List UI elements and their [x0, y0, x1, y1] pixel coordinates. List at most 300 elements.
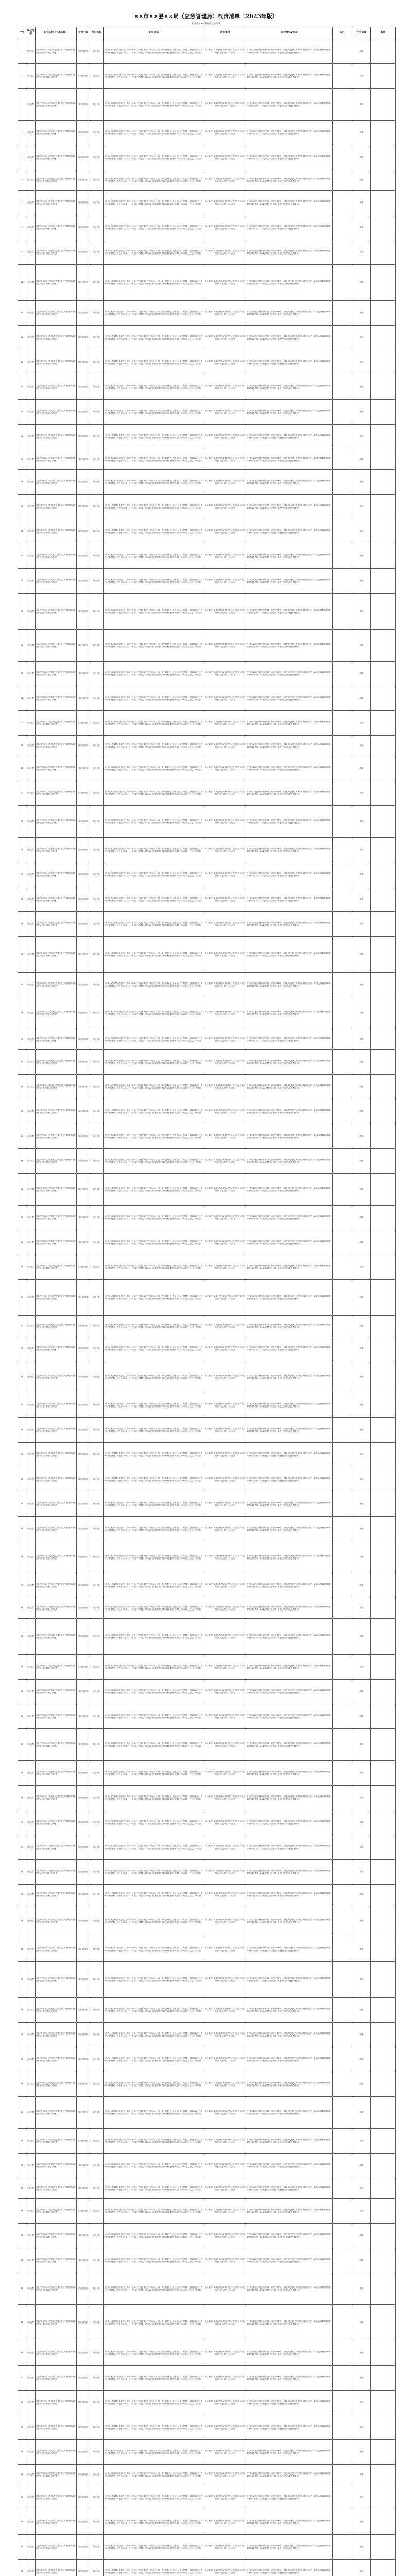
- cell-authority-type: 行政处罚: [26, 1937, 36, 1962]
- cell-accountability: 因不履行或不正确履行行政职责，有下列情形的，行政机关及相关工作人员应承担相应责任：1.没有法律和事实依据实施行政处罚的；2.行政处罚显失公正的；3.违反法定的行政处罚程序的。: [246, 2485, 333, 2510]
- cell-note: [333, 145, 352, 170]
- cell-office: 执法大队: [90, 1573, 104, 1598]
- cell-item-name: 对生产经营单位未按照规定设置安全生产管理机构或者配备安全生产管理人员的处罚: [36, 686, 77, 711]
- cell-basis: 《中华人民共和国安全生产法》第九十七条：生产经营单位有下列行为之一的，责令限期改正，处十万元以下的罚款；逾期未改正的，责令停产停业整顿，并处十万元以上二十万元以下的罚款，对其直接负责的主管人员和其他直接责任人员处二万元以上五万元以下的罚款。: [104, 2341, 204, 2366]
- cell-item-name: 对生产经营单位未按照规定设置安全生产管理机构或者配备安全生产管理人员的处罚: [36, 569, 77, 594]
- cell-duty: 1.立案责任 2.调查责任 3.审查责任 4.告知责任 5.决定责任 6.送达责任 7.执行责任: [204, 2047, 246, 2072]
- cell-accountability: 因不履行或不正确履行行政职责，有下列情形的，行政机关及相关工作人员应承担相应责任：1.没有法律和事实依据实施行政处罚的；2.行政处罚显失公正的；3.违反法定的行政处罚程序的。: [246, 1418, 333, 1443]
- cell-note: [333, 1655, 352, 1680]
- table-row: [18, 2248, 396, 2273]
- cell-other: [371, 495, 396, 519]
- cell-duty: 1.立案责任 2.调查责任 3.审查责任 4.告知责任 5.决定责任 6.送达责任 7.执行责任: [204, 756, 246, 781]
- cell-duty: 1.立案责任 2.调查责任 3.审查责任 4.告知责任 5.决定责任 6.送达责任 7.执行责任: [204, 686, 246, 711]
- cell-level: 县级: [352, 1467, 371, 1492]
- cell-subject: 县应急管理局: [77, 2341, 90, 2366]
- cell-duty: 1.立案责任 2.调查责任 3.审查责任 4.告知责任 5.决定责任 6.送达责任 7.执行责任: [204, 1206, 246, 1230]
- cell-level: 县级: [352, 1255, 371, 1280]
- cell-seq: 88: [18, 2305, 26, 2341]
- cell-basis: 《中华人民共和国安全生产法》第九十七条：生产经营单位有下列行为之一的，责令限期改正，处十万元以下的罚款；逾期未改正的，责令停产停业整顿，并处十万元以上二十万元以下的罚款，对其直接负责的主管人员和其他直接责任人员处二万元以上五万元以下的罚款。: [104, 1230, 204, 1255]
- cell-duty: 1.立案责任 2.调查责任 3.审查责任 4.告知责任 5.决定责任 6.送达责任 7.执行责任: [204, 2510, 246, 2535]
- cell-other: [371, 594, 396, 630]
- cell-accountability: 因不履行或不正确履行行政职责，有下列情形的，行政机关及相关工作人员应承担相应责任：1.没有法律和事实依据实施行政处罚的；2.行政处罚显失公正的；3.违反法定的行政处罚程序的。: [246, 569, 333, 594]
- cell-basis: 《中华人民共和国安全生产法》第九十七条：生产经营单位有下列行为之一的，责令限期改正，处十万元以下的罚款；逾期未改正的，责令停产停业整顿，并处十万元以上二十万元以下的罚款，对其直接负责的主管人员和其他直接责任人员处二万元以上五万元以下的罚款。: [104, 1962, 204, 1998]
- cell-item-name: 对生产经营单位未按照规定设置安全生产管理机构或者配备安全生产管理人员的处罚: [36, 400, 77, 425]
- cell-item-name: 对生产经营单位未按照规定设置安全生产管理机构或者配备安全生产管理人员的处罚: [36, 1517, 77, 1541]
- cell-level: 县级: [352, 1029, 371, 1050]
- cell-level: 县级: [352, 781, 371, 806]
- table-row: [18, 997, 396, 1029]
- cell-authority-type: 行政处罚: [26, 1492, 36, 1517]
- cell-basis: 《中华人民共和国安全生产法》第九十七条：生产经营单位有下列行为之一的，责令限期改正，处十万元以下的罚款；逾期未改正的，责令停产停业整顿，并处十万元以上二十万元以下的罚款，对其直接负责的主管人员和其他直接责任人员处二万元以上五万元以下的罚款。: [104, 756, 204, 781]
- cell-office: 执法大队: [90, 1835, 104, 1860]
- cell-basis: 《中华人民共和国安全生产法》第九十七条：生产经营单位有下列行为之一的，责令限期改正，处十万元以下的罚款；逾期未改正的，责令停产停业整顿，并处十万元以上二十万元以下的罚款，对其直接负责的主管人员和其他直接责任人员处二万元以上五万元以下的罚款。: [104, 1810, 204, 1835]
- cell-other: [371, 2415, 396, 2440]
- table-row: [18, 686, 396, 711]
- cell-subject: 县应急管理局: [77, 2248, 90, 2273]
- cell-basis: 《中华人民共和国安全生产法》第九十七条：生产经营单位有下列行为之一的，责令限期改正，处十万元以下的罚款；逾期未改正的，责令停产停业整顿，并处十万元以上二十万元以下的罚款，对其直接负责的主管人员和其他直接责任人员处二万元以上五万元以下的罚款。: [104, 711, 204, 736]
- cell-subject: 县应急管理局: [77, 887, 90, 912]
- cell-level: 县级: [352, 2510, 371, 2535]
- cell-level: 县级: [352, 1050, 371, 1075]
- cell-seq: 62: [18, 1619, 26, 1655]
- cell-duty: 1.立案责任 2.调查责任 3.审查责任 4.告知责任 5.决定责任 6.送达责任 7.执行责任: [204, 240, 246, 265]
- table-row: [18, 1075, 396, 1099]
- cell-office: 执法大队: [90, 519, 104, 544]
- cell-basis: 《中华人民共和国安全生产法》第九十七条：生产经营单位有下列行为之一的，责令限期改正，处十万元以下的罚款；逾期未改正的，责令停产停业整顿，并处十万元以上二十万元以下的罚款，对其直接负责的主管人员和其他直接责任人员处二万元以上五万元以下的罚款。: [104, 375, 204, 400]
- cell-level: 县级: [352, 1280, 371, 1316]
- cell-duty: 1.立案责任 2.调查责任 3.审查责任 4.告知责任 5.决定责任 6.送达责任 7.执行责任: [204, 2097, 246, 2129]
- cell-seq: 58: [18, 1517, 26, 1541]
- cell-item-name: 对生产经营单位未按照规定设置安全生产管理机构或者配备安全生产管理人员的处罚: [36, 1029, 77, 1050]
- cell-seq: 91: [18, 2391, 26, 2415]
- cell-accountability: 因不履行或不正确履行行政职责，有下列情形的，行政机关及相关工作人员应承担相应责任：1.没有法律和事实依据实施行政处罚的；2.行政处罚显失公正的；3.违反法定的行政处罚程序的。: [246, 2129, 333, 2154]
- table-row: [18, 2154, 396, 2178]
- cell-other: [371, 1230, 396, 1255]
- cell-item-name: 对生产经营单位未按照规定设置安全生产管理机构或者配备安全生产管理人员的处罚: [36, 145, 77, 170]
- table-row: [18, 569, 396, 594]
- cell-office: 执法大队: [90, 2047, 104, 2072]
- cell-subject: 县应急管理局: [77, 1099, 90, 1124]
- cell-office: 执法大队: [90, 1885, 104, 1905]
- cell-duty: 1.立案责任 2.调查责任 3.审查责任 4.告知责任 5.决定责任 6.送达责任 7.执行责任: [204, 2154, 246, 2178]
- table-row: [18, 1517, 396, 1541]
- cell-note: [333, 1573, 352, 1598]
- cell-seq: 36: [18, 937, 26, 973]
- cell-accountability: 因不履行或不正确履行行政职责，有下列情形的，行政机关及相关工作人员应承担相应责任：1.没有法律和事实依据实施行政处罚的；2.行政处罚显失公正的；3.违反法定的行政处罚程序的。: [246, 1619, 333, 1655]
- cell-seq: 30: [18, 781, 26, 806]
- cell-other: [371, 1573, 396, 1598]
- cell-seq: 80: [18, 2097, 26, 2129]
- cell-authority-type: 行政处罚: [26, 1230, 36, 1255]
- cell-subject: 县应急管理局: [77, 519, 90, 544]
- cell-subject: 县应急管理局: [77, 2097, 90, 2129]
- cell-basis: 《中华人民共和国安全生产法》第九十七条：生产经营单位有下列行为之一的，责令限期改正，处十万元以下的罚款；逾期未改正的，责令停产停业整顿，并处十万元以上二十万元以下的罚款，对其直接负责的主管人员和其他直接责任人员处二万元以上五万元以下的罚款。: [104, 736, 204, 756]
- cell-note: [333, 121, 352, 145]
- table-row: [18, 1230, 396, 1255]
- cell-authority-type: 行政处罚: [26, 1905, 36, 1937]
- cell-item-name: 对生产经营单位未按照规定设置安全生产管理机构或者配备安全生产管理人员的处罚: [36, 301, 77, 326]
- cell-basis: 《中华人民共和国安全生产法》第九十七条：生产经营单位有下列行为之一的，责令限期改正，处十万元以下的罚款；逾期未改正的，责令停产停业整顿，并处十万元以上二十万元以下的罚款，对其直接负责的主管人员和其他直接责任人员处二万元以上五万元以下的罚款。: [104, 191, 204, 215]
- cell-subject: 县应急管理局: [77, 2366, 90, 2391]
- cell-duty: 1.立案责任 2.调查责任 3.审查责任 4.告知责任 5.决定责任 6.送达责任 7.执行责任: [204, 736, 246, 756]
- cell-note: [333, 2440, 352, 2465]
- cell-other: [371, 756, 396, 781]
- cell-other: [371, 2485, 396, 2510]
- cell-subject: 县应急管理局: [77, 1598, 90, 1619]
- cell-subject: 县应急管理局: [77, 2178, 90, 2199]
- cell-item-name: 对生产经营单位未按照规定设置安全生产管理机构或者配备安全生产管理人员的处罚: [36, 39, 77, 64]
- table-row: [18, 781, 396, 806]
- cell-item-name: 对生产经营单位未按照规定设置安全生产管理机构或者配备安全生产管理人员的处罚: [36, 1230, 77, 1255]
- table-row: [18, 2535, 396, 2560]
- cell-item-name: 对生产经营单位未按照规定设置安全生产管理机构或者配备安全生产管理人员的处罚: [36, 1099, 77, 1124]
- cell-item-name: 对生产经营单位未按照规定设置安全生产管理机构或者配备安全生产管理人员的处罚: [36, 1573, 77, 1598]
- cell-item-name: 对生产经营单位未按照规定设置安全生产管理机构或者配备安全生产管理人员的处罚: [36, 1255, 77, 1280]
- cell-item-name: 对生产经营单位未按照规定设置安全生产管理机构或者配备安全生产管理人员的处罚: [36, 265, 77, 301]
- cell-office: 执法大队: [90, 326, 104, 350]
- cell-seq: 38: [18, 997, 26, 1029]
- cell-subject: 县应急管理局: [77, 145, 90, 170]
- cell-accountability: 因不履行或不正确履行行政职责，有下列情形的，行政机关及相关工作人员应承担相应责任：1.没有法律和事实依据实施行政处罚的；2.行政处罚显失公正的；3.违反法定的行政处罚程序的。: [246, 1937, 333, 1962]
- cell-level: 县级: [352, 1962, 371, 1998]
- table-row: [18, 1860, 396, 1885]
- cell-level: 县级: [352, 1573, 371, 1598]
- cell-accountability: 因不履行或不正确履行行政职责，有下列情形的，行政机关及相关工作人员应承担相应责任：1.没有法律和事实依据实施行政处罚的；2.行政处罚显失公正的；3.违反法定的行政处罚程序的。: [246, 2440, 333, 2465]
- cell-other: [371, 838, 396, 862]
- cell-item-name: 对生产经营单位未按照规定设置安全生产管理机构或者配备安全生产管理人员的处罚: [36, 519, 77, 544]
- cell-duty: 1.立案责任 2.调查责任 3.审查责任 4.告知责任 5.决定责任 6.送达责任 7.执行责任: [204, 1860, 246, 1885]
- cell-other: [371, 1336, 396, 1361]
- cell-accountability: 因不履行或不正确履行行政职责，有下列情形的，行政机关及相关工作人员应承担相应责任：1.没有法律和事实依据实施行政处罚的；2.行政处罚显失公正的；3.违反法定的行政处罚程序的。: [246, 2560, 333, 2576]
- cell-level: 县级: [352, 265, 371, 301]
- cell-basis: 《中华人民共和国安全生产法》第九十七条：生产经营单位有下列行为之一的，责令限期改正，处十万元以下的罚款；逾期未改正的，责令停产停业整顿，并处十万元以上二十万元以下的罚款，对其直接负责的主管人员和其他直接责任人员处二万元以上五万元以下的罚款。: [104, 973, 204, 997]
- cell-duty: 1.立案责任 2.调查责任 3.审查责任 4.告知责任 5.决定责任 6.送达责任 7.执行责任: [204, 1029, 246, 1050]
- cell-note: [333, 2154, 352, 2178]
- cell-item-name: 对生产经营单位未按照规定设置安全生产管理机构或者配备安全生产管理人员的处罚: [36, 2273, 77, 2305]
- cell-item-name: 对生产经营单位未按照规定设置安全生产管理机构或者配备安全生产管理人员的处罚: [36, 2391, 77, 2415]
- table-row: [18, 400, 396, 425]
- cell-seq: 79: [18, 2072, 26, 2097]
- cell-level: 县级: [352, 2248, 371, 2273]
- cell-other: [371, 1962, 396, 1998]
- cell-authority-type: 行政处罚: [26, 215, 36, 240]
- cell-authority-type: 行政处罚: [26, 1336, 36, 1361]
- cell-note: [333, 711, 352, 736]
- cell-seq: 33: [18, 862, 26, 887]
- cell-accountability: 因不履行或不正确履行行政职责，有下列情形的，行政机关及相关工作人员应承担相应责任：1.没有法律和事实依据实施行政处罚的；2.行政处罚显失公正的；3.违反法定的行政处罚程序的。: [246, 544, 333, 569]
- cell-basis: 《中华人民共和国安全生产法》第九十七条：生产经营单位有下列行为之一的，责令限期改正，处十万元以下的罚款；逾期未改正的，责令停产停业整顿，并处十万元以上二十万元以下的罚款，对其直接负责的主管人员和其他直接责任人员处二万元以上五万元以下的罚款。: [104, 301, 204, 326]
- cell-note: [333, 215, 352, 240]
- cell-authority-type: 行政处罚: [26, 2535, 36, 2560]
- cell-note: [333, 1336, 352, 1361]
- cell-duty: 1.立案责任 2.调查责任 3.审查责任 4.告知责任 5.决定责任 6.送达责任 7.执行责任: [204, 1729, 246, 1761]
- cell-authority-type: 行政处罚: [26, 191, 36, 215]
- cell-basis: 《中华人民共和国安全生产法》第九十七条：生产经营单位有下列行为之一的，责令限期改正，处十万元以下的罚款；逾期未改正的，责令停产停业整顿，并处十万元以上二十万元以下的罚款，对其直接负责的主管人员和其他直接责任人员处二万元以上五万元以下的罚款。: [104, 1393, 204, 1418]
- cell-other: [371, 2305, 396, 2341]
- cell-basis: 《中华人民共和国安全生产法》第九十七条：生产经营单位有下列行为之一的，责令限期改正，处十万元以下的罚款；逾期未改正的，责令停产停业整顿，并处十万元以上二十万元以下的罚款，对其直接负责的主管人员和其他直接责任人员处二万元以上五万元以下的罚款。: [104, 997, 204, 1029]
- cell-office: 执法大队: [90, 2535, 104, 2560]
- cell-basis: 《中华人民共和国安全生产法》第九十七条：生产经营单位有下列行为之一的，责令限期改正，处十万元以下的罚款；逾期未改正的，责令停产停业整顿，并处十万元以上二十万元以下的罚款，对其直接负责的主管人员和其他直接责任人员处二万元以上五万元以下的罚款。: [104, 937, 204, 973]
- cell-subject: 县应急管理局: [77, 1655, 90, 1680]
- cell-subject: 县应急管理局: [77, 1316, 90, 1336]
- cell-office: 执法大队: [90, 2072, 104, 2097]
- table-row: [18, 1962, 396, 1998]
- cell-item-name: 对生产经营单位未按照规定设置安全生产管理机构或者配备安全生产管理人员的处罚: [36, 1149, 77, 1174]
- cell-duty: 1.立案责任 2.调查责任 3.审查责任 4.告知责任 5.决定责任 6.送达责任 7.执行责任: [204, 265, 246, 301]
- cell-other: [371, 1149, 396, 1174]
- cell-accountability: 因不履行或不正确履行行政职责，有下列情形的，行政机关及相关工作人员应承担相应责任：1.没有法律和事实依据实施行政处罚的；2.行政处罚显失公正的；3.违反法定的行政处罚程序的。: [246, 1149, 333, 1174]
- cell-duty: 1.立案责任 2.调查责任 3.审查责任 4.告知责任 5.决定责任 6.送达责任 7.执行责任: [204, 191, 246, 215]
- cell-seq: 7: [18, 191, 26, 215]
- cell-other: [371, 64, 396, 89]
- cell-item-name: 对生产经营单位未按照规定设置安全生产管理机构或者配备安全生产管理人员的处罚: [36, 1998, 77, 2023]
- cell-note: [333, 89, 352, 121]
- cell-note: [333, 1467, 352, 1492]
- cell-level: 县级: [352, 2199, 371, 2224]
- cell-authority-type: 行政处罚: [26, 1029, 36, 1050]
- table-row: [18, 2097, 396, 2129]
- cell-basis: 《中华人民共和国安全生产法》第九十七条：生产经营单位有下列行为之一的，责令限期改正，处十万元以下的罚款；逾期未改正的，责令停产停业整顿，并处十万元以上二十万元以下的罚款，对其直接负责的主管人员和其他直接责任人员处二万元以上五万元以下的罚款。: [104, 1443, 204, 1467]
- cell-subject: 县应急管理局: [77, 912, 90, 937]
- cell-subject: 县应急管理局: [77, 1517, 90, 1541]
- table-row: [18, 2047, 396, 2072]
- cell-seq: 37: [18, 973, 26, 997]
- cell-basis: 《中华人民共和国安全生产法》第九十七条：生产经营单位有下列行为之一的，责令限期改正，处十万元以下的罚款；逾期未改正的，责令停产停业整顿，并处十万元以上二十万元以下的罚款，对其直接负责的主管人员和其他直接责任人员处二万元以上五万元以下的罚款。: [104, 2510, 204, 2535]
- cell-authority-type: 行政处罚: [26, 1517, 36, 1541]
- cell-accountability: 因不履行或不正确履行行政职责，有下列情形的，行政机关及相关工作人员应承担相应责任：1.没有法律和事实依据实施行政处罚的；2.行政处罚显失公正的；3.违反法定的行政处罚程序的。: [246, 425, 333, 449]
- cell-level: 县级: [352, 449, 371, 470]
- table-row: [18, 449, 396, 470]
- cell-other: [371, 2178, 396, 2199]
- cell-authority-type: 行政处罚: [26, 2560, 36, 2576]
- cell-level: 县级: [352, 1860, 371, 1885]
- cell-seq: 54: [18, 1418, 26, 1443]
- cell-office: 执法大队: [90, 997, 104, 1029]
- cell-office: 执法大队: [90, 2391, 104, 2415]
- cell-authority-type: 行政处罚: [26, 736, 36, 756]
- cell-accountability: 因不履行或不正确履行行政职责，有下列情形的，行政机关及相关工作人员应承担相应责任：1.没有法律和事实依据实施行政处罚的；2.行政处罚显失公正的；3.违反法定的行政处罚程序的。: [246, 449, 333, 470]
- cell-authority-type: 行政处罚: [26, 1619, 36, 1655]
- cell-subject: 县应急管理局: [77, 215, 90, 240]
- cell-accountability: 因不履行或不正确履行行政职责，有下列情形的，行政机关及相关工作人员应承担相应责任：1.没有法律和事实依据实施行政处罚的；2.行政处罚显失公正的；3.违反法定的行政处罚程序的。: [246, 973, 333, 997]
- cell-duty: 1.立案责任 2.调查责任 3.审查责任 4.告知责任 5.决定责任 6.送达责任 7.执行责任: [204, 1962, 246, 1998]
- cell-authority-type: 行政处罚: [26, 1998, 36, 2023]
- cell-basis: 《中华人民共和国安全生产法》第九十七条：生产经营单位有下列行为之一的，责令限期改正，处十万元以下的罚款；逾期未改正的，责令停产停业整顿，并处十万元以上二十万元以下的罚款，对其直接负责的主管人员和其他直接责任人员处二万元以上五万元以下的罚款。: [104, 2535, 204, 2560]
- cell-subject: 县应急管理局: [77, 1418, 90, 1443]
- cell-authority-type: 行政处罚: [26, 1316, 36, 1336]
- cell-other: [371, 1541, 396, 1573]
- cell-other: [371, 912, 396, 937]
- cell-authority-type: 行政处罚: [26, 1050, 36, 1075]
- cell-seq: 14: [18, 375, 26, 400]
- cell-duty: 1.立案责任 2.调查责任 3.审查责任 4.告知责任 5.决定责任 6.送达责任 7.执行责任: [204, 2224, 246, 2248]
- cell-authority-type: 行政处罚: [26, 2047, 36, 2072]
- cell-level: 县级: [352, 89, 371, 121]
- cell-subject: 县应急管理局: [77, 2415, 90, 2440]
- cell-level: 县级: [352, 1704, 371, 1729]
- cell-office: 执法大队: [90, 350, 104, 375]
- cell-other: [371, 2097, 396, 2129]
- cell-subject: 县应急管理局: [77, 1729, 90, 1761]
- table-header-row: [18, 27, 396, 39]
- table-row: [18, 862, 396, 887]
- cell-subject: 县应急管理局: [77, 862, 90, 887]
- cell-item-name: 对生产经营单位未按照规定设置安全生产管理机构或者配备安全生产管理人员的处罚: [36, 425, 77, 449]
- cell-subject: 县应急管理局: [77, 265, 90, 301]
- cell-other: [371, 1729, 396, 1761]
- cell-level: 县级: [352, 2129, 371, 2154]
- cell-other: [371, 2273, 396, 2305]
- cell-item-name: 对生产经营单位未按照规定设置安全生产管理机构或者配备安全生产管理人员的处罚: [36, 1655, 77, 1680]
- cell-duty: 1.立案责任 2.调查责任 3.审查责任 4.告知责任 5.决定责任 6.送达责任 7.执行责任: [204, 1280, 246, 1316]
- cell-basis: 《中华人民共和国安全生产法》第九十七条：生产经营单位有下列行为之一的，责令限期改正，处十万元以下的罚款；逾期未改正的，责令停产停业整顿，并处十万元以上二十万元以下的罚款，对其直接负责的主管人员和其他直接责任人员处二万元以上五万元以下的罚款。: [104, 1361, 204, 1393]
- table-row: [18, 1541, 396, 1573]
- cell-seq: 96: [18, 2510, 26, 2535]
- cell-duty: 1.立案责任 2.调查责任 3.审查责任 4.告知责任 5.决定责任 6.送达责任 7.执行责任: [204, 997, 246, 1029]
- cell-note: [333, 470, 352, 495]
- cell-note: [333, 686, 352, 711]
- cell-accountability: 因不履行或不正确履行行政职责，有下列情形的，行政机关及相关工作人员应承担相应责任：1.没有法律和事实依据实施行政处罚的；2.行政处罚显失公正的；3.违反法定的行政处罚程序的。: [246, 2510, 333, 2535]
- table-row: [18, 1729, 396, 1761]
- cell-note: [333, 2129, 352, 2154]
- cell-subject: 县应急管理局: [77, 2510, 90, 2535]
- cell-authority-type: 行政处罚: [26, 997, 36, 1029]
- cell-office: 执法大队: [90, 686, 104, 711]
- cell-level: 县级: [352, 191, 371, 215]
- cell-basis: 《中华人民共和国安全生产法》第九十七条：生产经营单位有下列行为之一的，责令限期改正，处十万元以下的罚款；逾期未改正的，责令停产停业整顿，并处十万元以上二十万元以下的罚款，对其直接负责的主管人员和其他直接责任人员处二万元以上五万元以下的罚款。: [104, 425, 204, 449]
- cell-accountability: 因不履行或不正确履行行政职责，有下列情形的，行政机关及相关工作人员应承担相应责任：1.没有法律和事实依据实施行政处罚的；2.行政处罚显失公正的；3.违反法定的行政处罚程序的。: [246, 1124, 333, 1149]
- cell-level: 县级: [352, 2072, 371, 2097]
- cell-level: 县级: [352, 1124, 371, 1149]
- table-row: [18, 350, 396, 375]
- cell-authority-type: 行政处罚: [26, 1443, 36, 1467]
- cell-subject: 县应急管理局: [77, 1885, 90, 1905]
- cell-authority-type: 行政处罚: [26, 1655, 36, 1680]
- cell-item-name: 对生产经营单位未按照规定设置安全生产管理机构或者配备安全生产管理人员的处罚: [36, 1206, 77, 1230]
- cell-seq: 55: [18, 1443, 26, 1467]
- cell-note: [333, 1050, 352, 1075]
- cell-other: [371, 519, 396, 544]
- cell-other: [371, 2224, 396, 2248]
- table-row: [18, 1998, 396, 2023]
- cell-authority-type: 行政处罚: [26, 1124, 36, 1149]
- cell-seq: 29: [18, 756, 26, 781]
- cell-subject: 县应急管理局: [77, 686, 90, 711]
- cell-item-name: 对生产经营单位未按照规定设置安全生产管理机构或者配备安全生产管理人员的处罚: [36, 2535, 77, 2560]
- cell-seq: 49: [18, 1280, 26, 1316]
- cell-level: 县级: [352, 1761, 371, 1786]
- cell-accountability: 因不履行或不正确履行行政职责，有下列情形的，行政机关及相关工作人员应承担相应责任：1.没有法律和事实依据实施行政处罚的；2.行政处罚显失公正的；3.违反法定的行政处罚程序的。: [246, 215, 333, 240]
- cell-accountability: 因不履行或不正确履行行政职责，有下列情形的，行政机关及相关工作人员应承担相应责任：1.没有法律和事实依据实施行政处罚的；2.行政处罚显失公正的；3.违反法定的行政处罚程序的。: [246, 1029, 333, 1050]
- cell-basis: 《中华人民共和国安全生产法》第九十七条：生产经营单位有下列行为之一的，责令限期改正，处十万元以下的罚款；逾期未改正的，责令停产停业整顿，并处十万元以上二十万元以下的罚款，对其直接负责的主管人员和其他直接责任人员处二万元以上五万元以下的罚款。: [104, 121, 204, 145]
- cell-item-name: 对生产经营单位未按照规定设置安全生产管理机构或者配备安全生产管理人员的处罚: [36, 544, 77, 569]
- cell-authority-type: 行政处罚: [26, 265, 36, 301]
- cell-note: [333, 569, 352, 594]
- cell-level: 县级: [352, 756, 371, 781]
- cell-level: 县级: [352, 806, 371, 838]
- cell-subject: 县应急管理局: [77, 1361, 90, 1393]
- cell-authority-type: 行政处罚: [26, 2415, 36, 2440]
- cell-seq: 1: [18, 39, 26, 64]
- responsibility-list-table: [18, 27, 396, 2576]
- cell-subject: 县应急管理局: [77, 838, 90, 862]
- cell-basis: 《中华人民共和国安全生产法》第九十七条：生产经营单位有下列行为之一的，责令限期改正，处十万元以下的罚款；逾期未改正的，责令停产停业整顿，并处十万元以上二十万元以下的罚款，对其直接负责的主管人员和其他直接责任人员处二万元以上五万元以下的罚款。: [104, 89, 204, 121]
- cell-authority-type: 行政处罚: [26, 2072, 36, 2097]
- cell-authority-type: 行政处罚: [26, 2465, 36, 2485]
- table-row: [18, 1050, 396, 1075]
- cell-duty: 1.立案责任 2.调查责任 3.审查责任 4.告知责任 5.决定责任 6.送达责任 7.执行责任: [204, 1885, 246, 1905]
- cell-other: [371, 2366, 396, 2391]
- table-row: [18, 711, 396, 736]
- cell-accountability: 因不履行或不正确履行行政职责，有下列情形的，行政机关及相关工作人员应承担相应责任：1.没有法律和事实依据实施行政处罚的；2.行政处罚显失公正的；3.违反法定的行政处罚程序的。: [246, 1885, 333, 1905]
- cell-seq: 56: [18, 1467, 26, 1492]
- cell-item-name: 对生产经营单位未按照规定设置安全生产管理机构或者配备安全生产管理人员的处罚: [36, 1541, 77, 1573]
- cell-office: 执法大队: [90, 1761, 104, 1786]
- cell-note: [333, 1099, 352, 1124]
- cell-level: 县级: [352, 2440, 371, 2465]
- cell-basis: 《中华人民共和国安全生产法》第九十七条：生产经营单位有下列行为之一的，责令限期改正，处十万元以下的罚款；逾期未改正的，责令停产停业整顿，并处十万元以上二十万元以下的罚款，对其直接负责的主管人员和其他直接责任人员处二万元以上五万元以下的罚款。: [104, 1835, 204, 1860]
- cell-level: 县级: [352, 240, 371, 265]
- cell-level: 县级: [352, 1443, 371, 1467]
- cell-office: 执法大队: [90, 1998, 104, 2023]
- cell-level: 县级: [352, 519, 371, 544]
- cell-other: [371, 1174, 396, 1206]
- cell-level: 县级: [352, 326, 371, 350]
- cell-level: 县级: [352, 1336, 371, 1361]
- cell-basis: 《中华人民共和国安全生产法》第九十七条：生产经营单位有下列行为之一的，责令限期改正，处十万元以下的罚款；逾期未改正的，责令停产停业整顿，并处十万元以上二十万元以下的罚款，对其直接负责的主管人员和其他直接责任人员处二万元以上五万元以下的罚款。: [104, 1492, 204, 1517]
- table-row: [18, 912, 396, 937]
- cell-basis: 《中华人民共和国安全生产法》第九十七条：生产经营单位有下列行为之一的，责令限期改正，处十万元以下的罚款；逾期未改正的，责令停产停业整顿，并处十万元以上二十万元以下的罚款，对其直接负责的主管人员和其他直接责任人员处二万元以上五万元以下的罚款。: [104, 1860, 204, 1885]
- table-row: [18, 2224, 396, 2248]
- cell-accountability: 因不履行或不正确履行行政职责，有下列情形的，行政机关及相关工作人员应承担相应责任：1.没有法律和事实依据实施行政处罚的；2.行政处罚显失公正的；3.违反法定的行政处罚程序的。: [246, 1316, 333, 1336]
- cell-basis: 《中华人民共和国安全生产法》第九十七条：生产经营单位有下列行为之一的，责令限期改正，处十万元以下的罚款；逾期未改正的，责令停产停业整顿，并处十万元以上二十万元以下的罚款，对其直接负责的主管人员和其他直接责任人员处二万元以上五万元以下的罚款。: [104, 1174, 204, 1206]
- cell-subject: 县应急管理局: [77, 1075, 90, 1099]
- cell-seq: 34: [18, 887, 26, 912]
- cell-accountability: 因不履行或不正确履行行政职责，有下列情形的，行政机关及相关工作人员应承担相应责任：1.没有法律和事实依据实施行政处罚的；2.行政处罚显失公正的；3.违反法定的行政处罚程序的。: [246, 736, 333, 756]
- cell-other: [371, 1761, 396, 1786]
- table-body: [18, 39, 396, 2576]
- cell-accountability: 因不履行或不正确履行行政职责，有下列情形的，行政机关及相关工作人员应承担相应责任：1.没有法律和事实依据实施行政处罚的；2.行政处罚显失公正的；3.违反法定的行政处罚程序的。: [246, 2248, 333, 2273]
- cell-duty: 1.立案责任 2.调查责任 3.审查责任 4.告知责任 5.决定责任 6.送达责任 7.执行责任: [204, 64, 246, 89]
- table-row: [18, 1336, 396, 1361]
- cell-other: [371, 2440, 396, 2465]
- cell-basis: 《中华人民共和国安全生产法》第九十七条：生产经营单位有下列行为之一的，责令限期改正，处十万元以下的罚款；逾期未改正的，责令停产停业整顿，并处十万元以上二十万元以下的罚款，对其直接负责的主管人员和其他直接责任人员处二万元以上五万元以下的罚款。: [104, 170, 204, 191]
- cell-item-name: 对生产经营单位未按照规定设置安全生产管理机构或者配备安全生产管理人员的处罚: [36, 1361, 77, 1393]
- cell-authority-type: 行政处罚: [26, 1704, 36, 1729]
- cell-office: 执法大队: [90, 973, 104, 997]
- cell-authority-type: 行政处罚: [26, 240, 36, 265]
- cell-subject: 县应急管理局: [77, 400, 90, 425]
- cell-office: 执法大队: [90, 1050, 104, 1075]
- cell-seq: 19: [18, 495, 26, 519]
- cell-other: [371, 1810, 396, 1835]
- cell-basis: 《中华人民共和国安全生产法》第九十七条：生产经营单位有下列行为之一的，责令限期改正，处十万元以下的罚款；逾期未改正的，责令停产停业整顿，并处十万元以上二十万元以下的罚款，对其直接负责的主管人员和其他直接责任人员处二万元以上五万元以下的罚款。: [104, 2178, 204, 2199]
- cell-office: 执法大队: [90, 912, 104, 937]
- table-row: [18, 1835, 396, 1860]
- cell-duty: 1.立案责任 2.调查责任 3.审查责任 4.告知责任 5.决定责任 6.送达责任 7.执行责任: [204, 1492, 246, 1517]
- cell-office: 执法大队: [90, 39, 104, 64]
- cell-basis: 《中华人民共和国安全生产法》第九十七条：生产经营单位有下列行为之一的，责令限期改正，处十万元以下的罚款；逾期未改正的，责令停产停业整顿，并处十万元以上二十万元以下的罚款，对其直接负责的主管人员和其他直接责任人员处二万元以上五万元以下的罚款。: [104, 2072, 204, 2097]
- cell-authority-type: 行政处罚: [26, 301, 36, 326]
- cell-accountability: 因不履行或不正确履行行政职责，有下列情形的，行政机关及相关工作人员应承担相应责任：1.没有法律和事实依据实施行政处罚的；2.行政处罚显失公正的；3.违反法定的行政处罚程序的。: [246, 1998, 333, 2023]
- cell-other: [371, 2023, 396, 2047]
- cell-item-name: 对生产经营单位未按照规定设置安全生产管理机构或者配备安全生产管理人员的处罚: [36, 630, 77, 662]
- cell-other: [371, 2154, 396, 2178]
- cell-basis: 《中华人民共和国安全生产法》第九十七条：生产经营单位有下列行为之一的，责令限期改正，处十万元以下的罚款；逾期未改正的，责令停产停业整顿，并处十万元以上二十万元以下的罚款，对其直接负责的主管人员和其他直接责任人员处二万元以上五万元以下的罚款。: [104, 2273, 204, 2305]
- table-row: [18, 2366, 396, 2391]
- cell-basis: 《中华人民共和国安全生产法》第九十七条：生产经营单位有下列行为之一的，责令限期改正，处十万元以下的罚款；逾期未改正的，责令停产停业整顿，并处十万元以上二十万元以下的罚款，对其直接负责的主管人员和其他直接责任人员处二万元以上五万元以下的罚款。: [104, 2440, 204, 2465]
- cell-seq: 24: [18, 630, 26, 662]
